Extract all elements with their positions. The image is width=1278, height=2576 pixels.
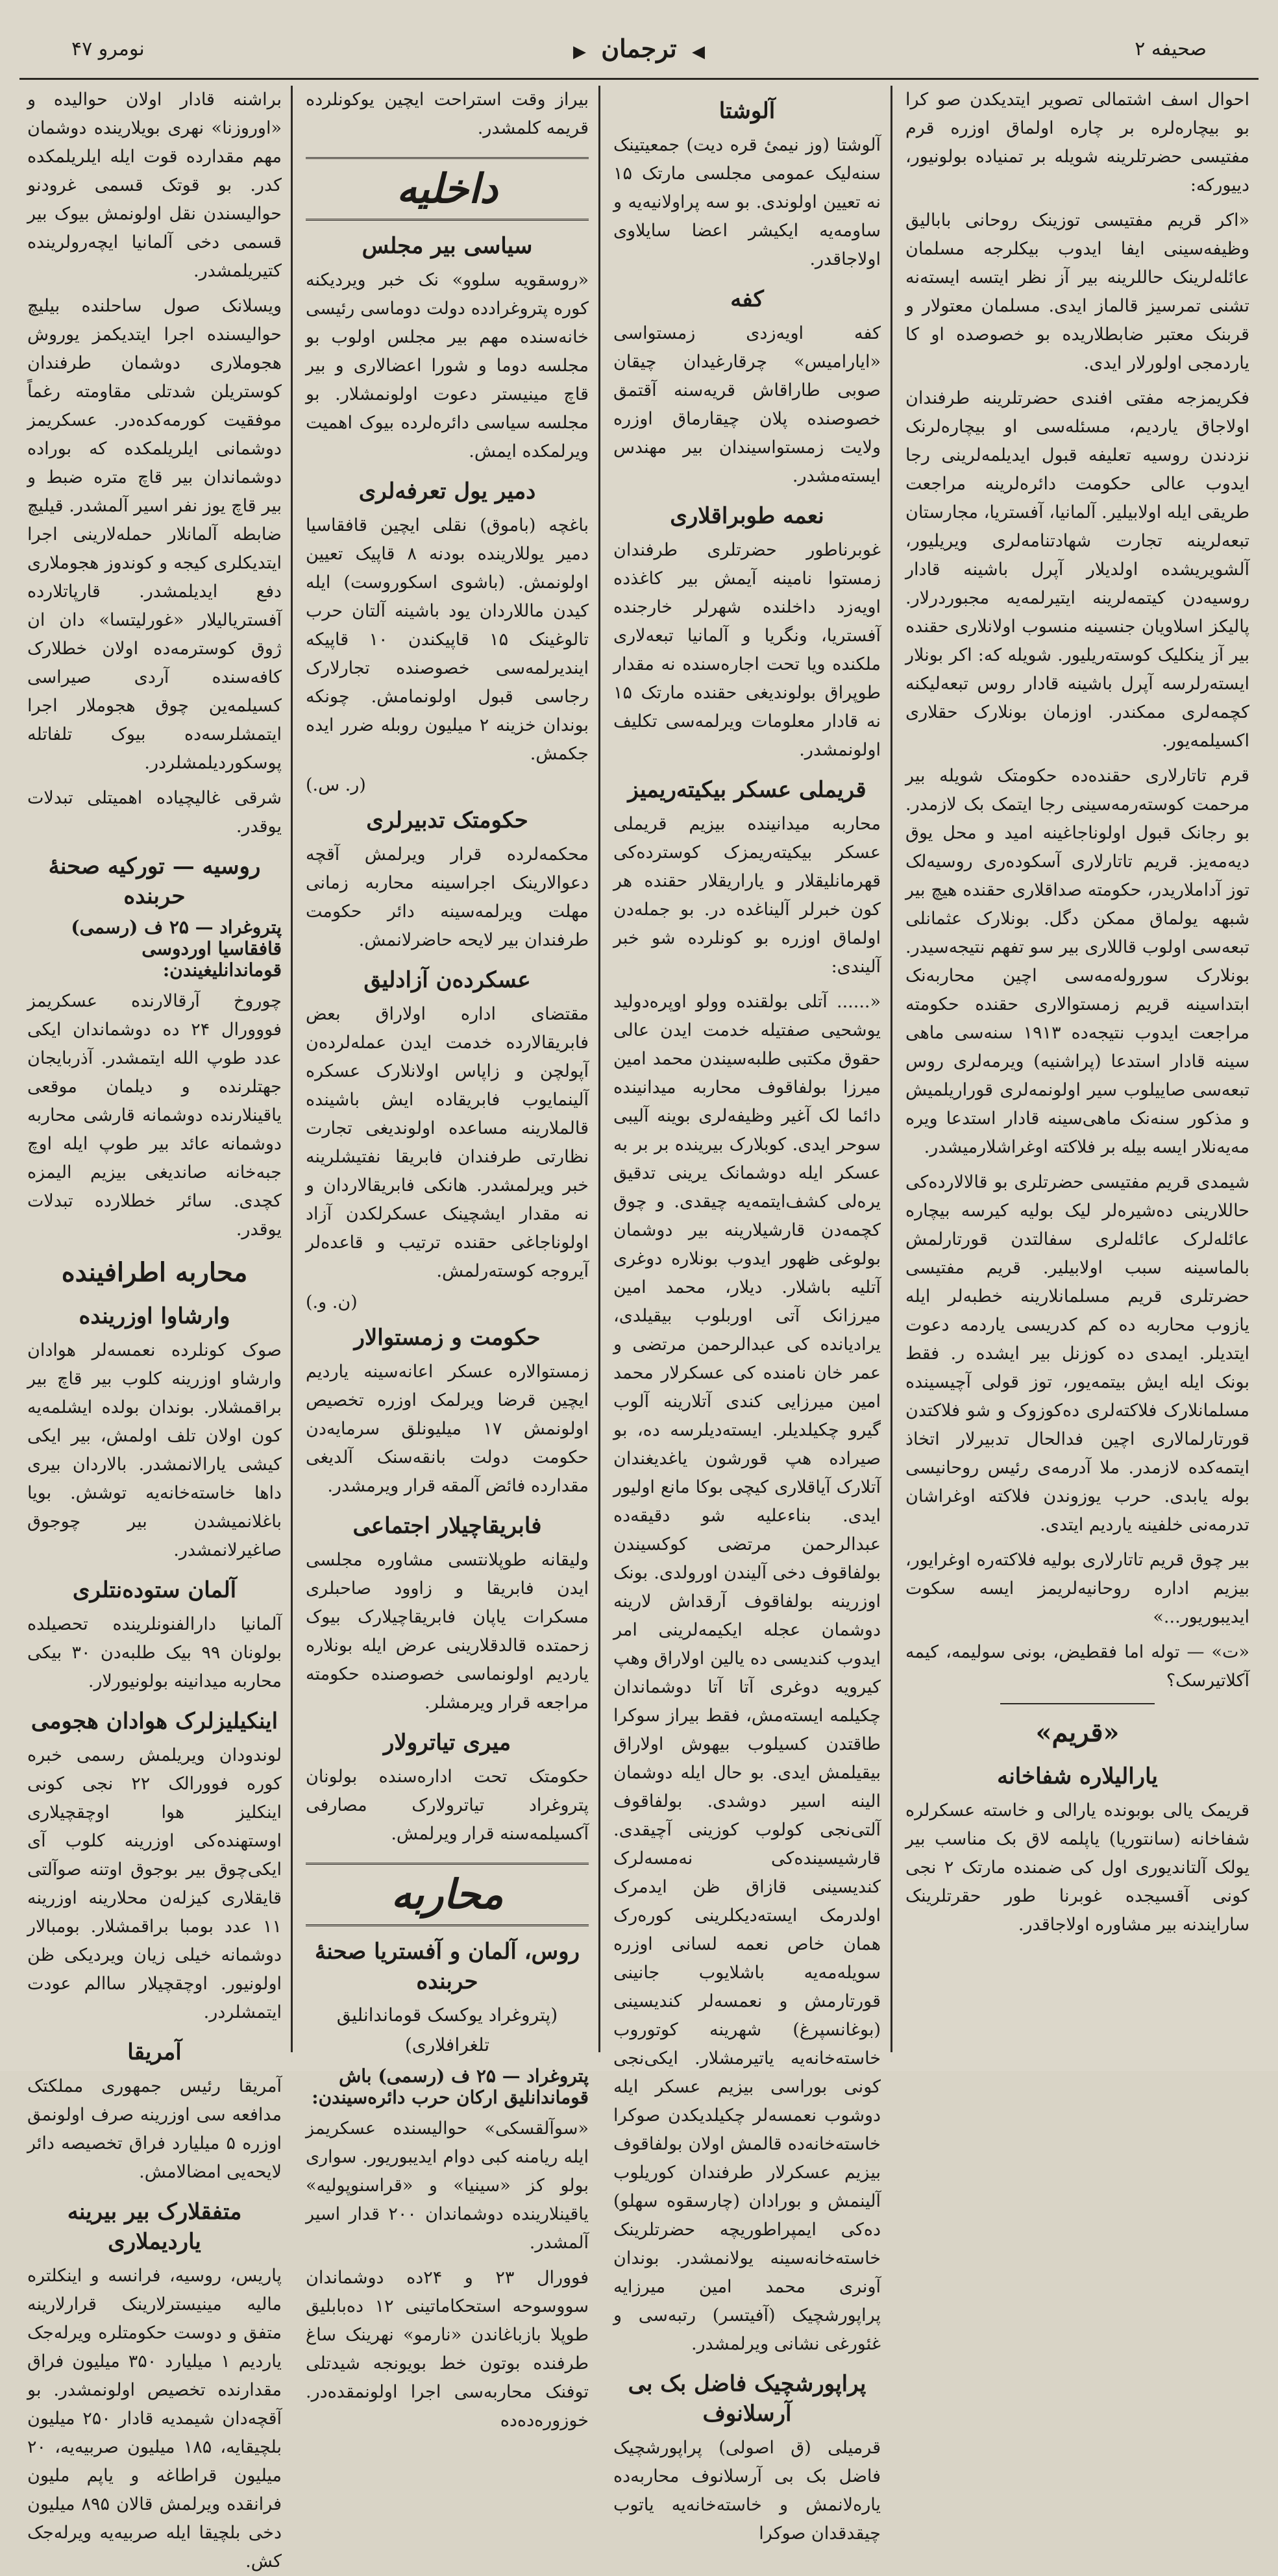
dateline: پتروغراد — ۲۵ ف (رسمی) باش قوماندانلیق ارکان حرب دائره‌سیندن: <box>312 2065 589 2108</box>
article-heading: قریملی عسکر بیکیته‌ریمیز <box>628 777 866 803</box>
article-heading: روس، آلمان و آفستریا صحنهٔ حربنده <box>314 1939 580 1994</box>
article-heading: سیاسی بیر مجلس <box>362 233 533 259</box>
section-heading-around-war: محاربه اطرافینده <box>61 1257 248 1288</box>
paragraph: مقتضای اداره اولاراق بعض فابریقالارده خدمت ایدن عمله‌لرده‌ن آپولچن و زاپاس اولانلارک عسکره آلینمایوب فابریقاده ایش باشینده قالملارینه مساعده اولوندیغی تجارت نظارتی طرفندان فابریقا نفتیشلرینه خبر ویرلمشدر. هانکی فابریقالاردان و نه مقدار ایشچینک عسکرلکدن آزاد اولوناجاغی حقنده ترتیب و قاعده‌لر آیروجه کوسته‌رلمش. <box>306 1004 589 1281</box>
section-heading-domestic: داخلیه <box>306 157 589 221</box>
article-heading: فابریقاچیلار اجتماعی <box>352 1513 542 1539</box>
dateline: پتروغراد — ۲۵ ف (رسمی) قافقاسیا اوردوسی قوماندانلیغیندن: <box>71 916 282 981</box>
paragraph: آمریقا رئیس جمهوری مملکتک مدافعه سی اوزرینه صرف اولونمق اوزره ۵ میلیارد فراق تخصیصه دائر لایحه‌یی امضالامش. <box>27 2076 282 2182</box>
paragraph: بیر چوق قریم تاتارلاری بولیه فلاکته‌ره اوغرایور، بیزیم اداره روحانیه‌لریمز ایسه سکوت ایدیبوریور...» <box>905 1550 1249 1627</box>
paragraph: محکمه‌لرده قرار ویرلمش آقچه دعوالارینک اجراسینه محاربه زمانی مهلت ویرلمه‌سینه دائر حکومت طرفندان بیر لایحه حاضرلانمش. <box>306 844 589 950</box>
paragraph: چوروخ آرقالارنده عسکریمز فووورال ۲۴ ده دوشماندان ایکی عدد طوپ الله ایتمشدر. آذربایجان جهتلرنده و دیلمان موقعی یاقینلارنده دوشمانه قارشی محاربه دوشمانه عائد بیر طوپ ایله اوچ جبه‌خانه صاندیغی بیزیم الیمزه کچدی. سائر خطلارده تبدلات یوقدر. <box>27 991 282 1240</box>
paragraph: فکریمزجه مفتی افندی حضرتلرینه طرفندان اولاجاق یاردیم، مسئله‌سی او بیچاره‌لرنک نزدندن روسیه تعلیفه قبول ایدیلمه‌لرینی رجا ایدوب عالی حکومت دائره‌لرینه مراجعت طریقی ایله اولابیلیر. آلمانیا، آفستریا، مجارستان تبعه‌لرینه تجارت شهادتنامه‌لری ویریلیور، آلشویریشده اولدیلار آپرل باشینه قادار روسیه‌دن کیتمه‌لرینه ایتیرلمه‌یه مجبوردرلار. پالیکز اسلاویان جنسینه منسوب اولانلاری حقنده بیر آز ینکلیک کوسته‌ریلیور. شویله که: اکر بونلار ایسته‌رلرسه آپرل باشینه قادار روس تبعه‌لیکنه کچمه‌لری ممکندر. اوزمان بونلارک حقلاری اکسیلمه‌یور. <box>905 388 1249 751</box>
left-arrow-icon: ◀ <box>691 42 705 62</box>
source-signature: (ن. و.) <box>306 1292 358 1312</box>
article-heading: روسیه — تورکیه صحنهٔ حربنده <box>48 853 261 909</box>
column-rule <box>891 86 892 2052</box>
column-4 <box>21 86 288 2571</box>
article-heading: آلوشتا <box>719 98 776 124</box>
paragraph: «...... آتلی بولقنده وولو اوپره‌دولید یوشحیی صفتیله خدمت ایدن عالی حقوق مکتبی طلبه‌سیندن محمد امین میرزا بولفاقوف محاربه میدانینده دائما لک آغیر وظیفه‌لری بوینه آلیبی سوحر ایدی. کوبلارک بیرینده بر بر به عسکر ایله دوشمانک یرینی تدقیق یره‌لی کشف‌ایتمه‌یه چیقدی. و چوق کچمه‌دن قارشیلارینه بیر دوشمان بولوغی ظهور ایدوب بونلاره دوغری آتلیه باشلار. دیلار، محمد امین میرزانک آتی اوربلوب بیقیلدی، یرادیانده کی عبدالرحمن مرتضی و عمر خان نامنده کی عسکرلار محمد امین میرزایی کندی آتلارینه آلوب گیرو چکیلدیلر. ایسته‌دیلرسه ده، بو صیراده هپ قورشون یاغدیغندان آتلارک آیاقلاری کیچی بوکا مانع اولیور ایدی. بناءعلیه شو دقیقه‌ده عبدالرحمن مرتضی کوکسیندن بولفاقوف دخی آلیندن اورولدی. بونک اوزرینه بولفاقوف آرقداش لارینه دوشمان عجله ایکیمه‌لرینی امر ایدوب کندیسی ده یالین اولاراق وهپ کیرویه دوغری آتا آتا دوشماندان چکیلمه ایسته‌مش، فقط بیراز سوکرا طاقتدن کسیلوب بیهوش اولاراق بیقیلمش ایدی. بو حال ایله دوشمان الینه اسیر دوشدی. بولفاقوف آلتی‌نجی کولوب کوزینی آچیقدی. قارشیسینده‌کی نه‌مسه‌لرک کندیسینی قازاق ظن ایدمرک اولدرمک ایسته‌دیکلرینی کوره‌رک همان خاص نعمه لسانی اوزره سویله‌مه‌یه باشلایوب جانینی قورتارمش و نعمسه‌لر کندیسینی (بوغانسپرغ) شهرینه کوتوروب خاسته‌خانه‌یه یاتیرمشلار. ایکی‌نجی کونی بوراسی بیزیم عسکر ایله دوشوب نعمسه‌لر چکیلدیکدن صوکرا خاسته‌خانه‌ده قالمش اولان بولفاقوف بیزیم عسکرلار طرفندان کوریلوب آلینمش و بورادان (چارسقوه سهلو) ده‌کی ایمپراطوریچه حضرتلرینک خاسته‌خانه‌سینه یولانمشدر. بوندان آونری محمد امین میرزایه پراپورشچیک (آفیتسر) رتبه‌سی و غئورغی نشانی ویرلمشدر. <box>613 992 881 2354</box>
paragraph: «اکر قریم مفتیسی توزینک روحانی بابالیق وظیفه‌سینی ایفا ایدوب بیکلرجه مسلمان عائله‌لرینک حاللرینه بیر آز نظر ایتسه ایسته‌نه تشنی تمرسیز قالماز ایدی. مسلمان معتولار و قربنک معتبر ضابطلاریده بو خصوصده او کا یاردمجی اولورلار ایدی. <box>905 210 1249 373</box>
paragraph: صوک کونلرده نعمسه‌لر هوادان وارشاو اوزرینه کلوب بیر قاچ بیر براقمشلار. بوندان بولده ایشلمه‌یه کون اولان تلف اولمش، بیر ایکی کیشی یارالانمشدر. بالاردان بیری داها خاسته‌خانه‌یه توشش. بویا باغلانمیشدن بیر چوجوق صاغیرلانمشدر. <box>27 1340 282 1560</box>
column-rule <box>291 86 293 2052</box>
paragraph: شرقی غالیچیاده اهمیتلی تبدلات یوقدر. <box>27 788 282 837</box>
paragraph: محاربه میدانینده بیزیم قریملی عسکر بیکیته‌ریمزک کوسترده‌کی قهرمانلیقلار و یاراریقلار حقنده هر کون خبرلر آلیناغده در. بو جمله‌دن اولماق اوزره بو کونلرده شو خبر آلیندی: <box>613 814 881 977</box>
article-heading: نعمه طوبراقلاری <box>670 503 824 529</box>
paragraph: لوندودان ویریلمش رسمی خبره کوره فوورالک ۲۲ نجی کونی اینکلیز هوا اوچقچیلاری اوستهنده‌کی اوزرینه کلوب آی ایکی‌چوق بیر بوجوق اوتنه صوآلتی قایقلاری کیزله‌ن محلارینه اوزرینه ۱۱ عدد بومبا براقمشلار. بومبالار دوشمانه خیلی زیان ویردیکی ظن اولونیور. اوچقچیلار ساالم عودت ایتمشلردر. <box>27 1745 282 2022</box>
paragraph: «روسقویه سلوو» نک خبر ویردیکنه کوره پتروغرادده دولت دوماسی رئیسی خانه‌سنده مهم بیر مجلس اولوب بو مجلسه دوما و شورا اعضالاری و بیر قاچ مینیستر دعوت اولونمشلار. بو مجلسه سیاسی دائره‌لرده بیوک اهمیت ویرلمکده ایمش. <box>306 270 589 461</box>
article-heading: دمیر یول تعرفه‌لری <box>358 478 536 504</box>
masthead-title: ترجمان <box>601 34 677 63</box>
paragraph: حکومتک تحت اداره‌سنده بولونان پتروغراد تیاترولارک مصارفی آکسیلمه‌سنه قرار ویرلمش. <box>306 1767 589 1844</box>
article-heading: یارالیلاره شفاخانه <box>997 1763 1158 1789</box>
column-3 <box>299 86 595 2431</box>
page-header <box>19 26 1259 80</box>
divider <box>1000 1703 1155 1704</box>
right-arrow-icon: ▶ <box>573 42 587 62</box>
issue-number: نومرو ۴۷ <box>71 38 145 60</box>
paragraph: باغچه (باموق) نقلی ایچین قافقاسیا دمیر یوللارینده بودنه ۸ قاپیک تعیین اولونمش. (باشوی اسکوروست) ایله کیدن ماللاردان یود باشینه آلتان حرب تالوغینک ۱۵ قاپیکندن ۱۰ قاپیکه ایندیرلمه‌سی خصوصنده تجارلارک رجاسی قبول اولونمامش. چونکه بوندان خزینه ۲ میلیون روبله ضرر ایده جکمش. <box>306 515 589 764</box>
column-1 <box>899 86 1256 2052</box>
paragraph: غوبرناطور حضرتلری طرفندان زمستوا نامینه آیمش بیر کاغذده اویه‌زد داخلنده شهرلر خارجنده آفستریا، ونگریا و آلمانیا تبعه‌لاری ملکنده ویا تحت اجاره‌سنده نه مقدار طوپراق بولوندیغی حقنده مارتک ۱۵ نه قادار معلومات ویرلمه‌سی تکلیف اولونمشدر. <box>613 540 881 760</box>
paragraph: کفه اویه‌زدی زمستواسی «ایارامیس» چرقارغیدان چیقان صوبی طاراقاش قریه‌سنه آقتمق خصوصنده پلان چیقارماق اوزره ولایت زمستواسیندان بیر مهندس ایسته‌مشدر. <box>613 323 881 486</box>
page-number: صحیفه ۲ <box>1135 38 1207 60</box>
article-heading: پراپورشچیک فاضل بک بی آرسلانوف <box>628 2371 866 2427</box>
article-heading: وارشاوا اوزرینده <box>79 1303 230 1329</box>
paragraph: براشنه قادار اولان حوالیده و «اوروزنا» نهری بویلارینده دوشمان مهم مقدارده قوت ایله ایلریلمکده کدر. بو قوتک قسمی غرودنو حوالیسندن نقل اولونمش بیوک بیر قسمی دخی آلمانیا ایچه‌رولرینده کتیریلمشدر. <box>27 90 282 281</box>
article-heading: حکومت و زمستوالار <box>354 1325 541 1351</box>
paragraph: آلوشتا (وز نیمیٔ قره دیت) جمعیتینک سنه‌لیک عمومی مجلسی مارتک ۱۵ نه تعیین اولوندی. بو سه پراولانیه‌یه و ساومه‌یه ایکیشر اعضا سایلاوی اولاجاقدر. <box>613 135 881 269</box>
paragraph: قرمیلی (ق اصولی) پراپورشچیک فاضل بک بی آرسلانوف محاربه‌ده یاره‌لانمش و خاسته‌خانه‌یه یاتوب چیقدقدان صوکرا <box>613 2438 881 2544</box>
source-signature: (ر. س.) <box>306 775 366 795</box>
paragraph: قرم تاتارلاری حقنده‌ده حکومتک شویله بیر مرحمت کوسته‌رمه‌سینی رجا ایتمک بک لازمدر. بو رجانک قبول اولوناجاغینه امید و محل یوق دیه‌مه‌یز. قریم تاتارلاری آسکوده‌ری روسیه‌لک توز آداملاریدر، حکومته صداقلاری حقنده هیچ بیر شبهه یولماق ممکن دگل. بونلارک عثمانلی تبعه‌سی اولوب قاللاری بیر سو تفهم نتیجه‌سیدر. بونلارک سوروله‌مه‌سی اچین محاربه‌نک ابتداسینه قریم زمستوالاری حقنده حکومته مراجعت ایدوب نتیجه‌ده ۱۹۱۳ سنه‌سی ماهی سینه قادار استدعا (پراشنیه) ویرمه‌لری روس تبعه‌سی صاییلوب سیر اولونمه‌لری قوراریلمیش و مذکور سنه‌نک ماهی‌سینه قادار استدعا ویره مه‌یه‌نلار ایسه بیله بر فلاکته اوغراشلارمیشدر. <box>905 766 1249 1157</box>
article-heading: کفه <box>730 286 764 312</box>
article-heading: آلمان ستوده‌نتلری <box>72 1577 237 1603</box>
paragraph: ویسلانک صول ساحلنده بیلیچ حوالیسنده اجرا ایتدیکمز یوروش هجوملاری دوشمان طرفندان کوستریلن شدتلی مقاومته رغماً موفقیت کورمه‌کده‌در. عسکریمز دوشمانی ایلریلمکده که بوراده دوشماندان بیر قاچ متره ضبط و بیر قاچ یوز نفر اسیر آلمشدر. قیلیچ ضابطه آلمانلار حمله‌لارینی اجرا ایتدیکلری کیجه و کوندوز هجوملاری دفع ایدیلمشدر. قارپاتلارده آفستریالیلار «غورلیتسا» دان ان ژوق کوسترمه‌ده اولان خطلارک کافه‌سنده آردی صیراسی کسیلمه‌ین چوق هجوملار اجرا ایتمشلرسه‌ده بیوک تلفاتله پوسکوردیلمشلردر. <box>27 296 282 773</box>
paragraph: «ت» — توله اما فقطیض، بونی سولیمه، کیمه آکلاتیرسک؟ <box>905 1642 1249 1691</box>
column-2 <box>607 86 887 2544</box>
article-heading: میری تیاترولار <box>383 1730 511 1756</box>
article-heading: عسکرده‌ن آزادلیق <box>363 967 531 993</box>
section-heading-crimea: «قریم» <box>1035 1717 1120 1748</box>
article-heading: اینکیلیزلرک هوادان هجومی <box>31 1708 278 1734</box>
paragraph: زمستوالاره عسکر اعانه‌سینه یاردیم ایچین قرضا ویرلمک اوزره تخصیص اولونمش ۱۷ میلیونلق سرمایه‌دن حکومت دولت بانقه‌سنک آلدیغی مقدارده فائض آلمقه قرار ویرمشدر. <box>306 1362 589 1496</box>
section-heading-war: محاربه <box>306 1863 589 1926</box>
article-heading: حکومتک تدبیرلری <box>366 807 528 833</box>
paragraph: ولیقانه طوپلانتسی مشاوره مجلسی ایدن فابریقا و زاوود صاحبلری مسکرات یاپان فابریقاچیلارک بیوک زحمتده قالدقلارینی عرض ایله بونلاره یاردیم اولونماسی خصوصنده حکومته مراجعه قرار ویرمشلر. <box>306 1550 589 1713</box>
article-heading: آمریقا <box>127 2039 182 2065</box>
paragraph: بیراز وقت استراحت ایچین یوکونلرده قریمه کلمشدر. <box>306 90 589 138</box>
paragraph: «سوآلقسکی» حوالیسنده عسکریمز ایله ریامنه کبی دوام ایدیبوریور. سواری بولو کز «سینیا» و «قراسنوپولیه» یاقینلارینده دوشماندان ۲۰۰ قدار اسیر آلمشدر. <box>306 2118 589 2253</box>
column-rule <box>598 86 600 2052</box>
paragraph: شیمدی قریم مفتیسی حضرتلری بو قالالارده‌کی حاللارینی ده‌شیره‌لر لیک بولیه کیرسه بیچاره عائله‌لرک عائله‌لری سفالتدن قورتارلمش بالماسینه سبب اولابیلیر. قریم مفتیسی حضرتلری قریم مسلمانلارینه خطبه‌لر ایله یازوب محاربه ده کم کدریسی یاردمه دعوت ایتدیلر. ایمدی ده کوزنل بیر ایشده ر. فقط بونک ایله ایش بیتمه‌یور، توز قولی آچیسینده مسلمانلارک فلاکته‌لری ده‌کوزوک و شو فلاکتدن قورتارلمالاری اچین فدالحال تدبیرلار اتخاذ ایتمه‌کده لازمدر. ملا آدرمه‌ی رئیس روحانیسی بوله یابدی. حرب یوزوندن فلاکته اوغراشان تدرمه‌نی خلفینه یاردیم ایتدی. <box>905 1172 1249 1535</box>
paragraph: احوال اسف اشتمالی تصویر ایتدیکدن صو کرا بو بیچاره‌لره بر چاره اولماق اوزره قرم مفتیسی حضرتلرینه شویله بر تمنیاده بولونیور، دییورکه: <box>905 90 1249 195</box>
paragraph: پاریس، روسیه، فرانسه و اینکلتره مالیه مینیسترلارینک قرارلارینه متفق و دوست حکومتلره ویرله‌جک یاردیم ۱ میلیارد ۳۵۰ میلیون فراق مقدارنده تخصیص اولونمشدر. بو آقچه‌دان شیمدیه قادار ۲۵۰ میلیون بلچیقا‌یه، ۱۸۵ میلیون صربیه‌یه، ۲۰ میلیون قراطاغه و یاپم ملیون فرانقده ویرلمش قالان ۸۹۵ میلیون دخی بلچیقا ایله صربیه‌یه ویرله‌جک کش. <box>27 2266 282 2571</box>
paragraph: قریمک یالی بوبونده یارالی و خاسته عسکرلره شفاخانه (سانتوریا) یاپلمه لاق بک مناسب بیر یولک آلتاندیوری اول کی ضمنده مارتک ۲ نجی کونی آقسیجده غوبرنا طور حقرتلرینک سارایندنه بیر مشاوره اولاجاقدر. <box>905 1800 1250 1935</box>
paragraph: فوورال ۲۳ و ۲۴ده دوشماندان سووسوحه استحکاماتینی ۱۲ ده‌بابلیق طوپلا بازباغاندن «نارمو» نهرینک ساغ طرفنده بوتون خط بویونجه شیدتلی توفنک محاربه‌سی اجرا اولونمقده‌در. خوزو‌ره‌ده‌ده <box>306 2268 589 2431</box>
paragraph: آلمانیا دارالفنونلرینده تحصیلده بولونان ۹۹ بیک طلبه‌دن ۳۰ بیکی محاربه میدانینه بولونیورلار. <box>27 1614 282 1691</box>
masthead <box>19 34 1259 63</box>
article-heading: متفقلارک بیر بیرینه یاردیملاری <box>67 2199 242 2255</box>
article-subheading: (پتروغراد یوکسک قوماندانلیق تلغرافلاری) <box>336 2004 558 2055</box>
